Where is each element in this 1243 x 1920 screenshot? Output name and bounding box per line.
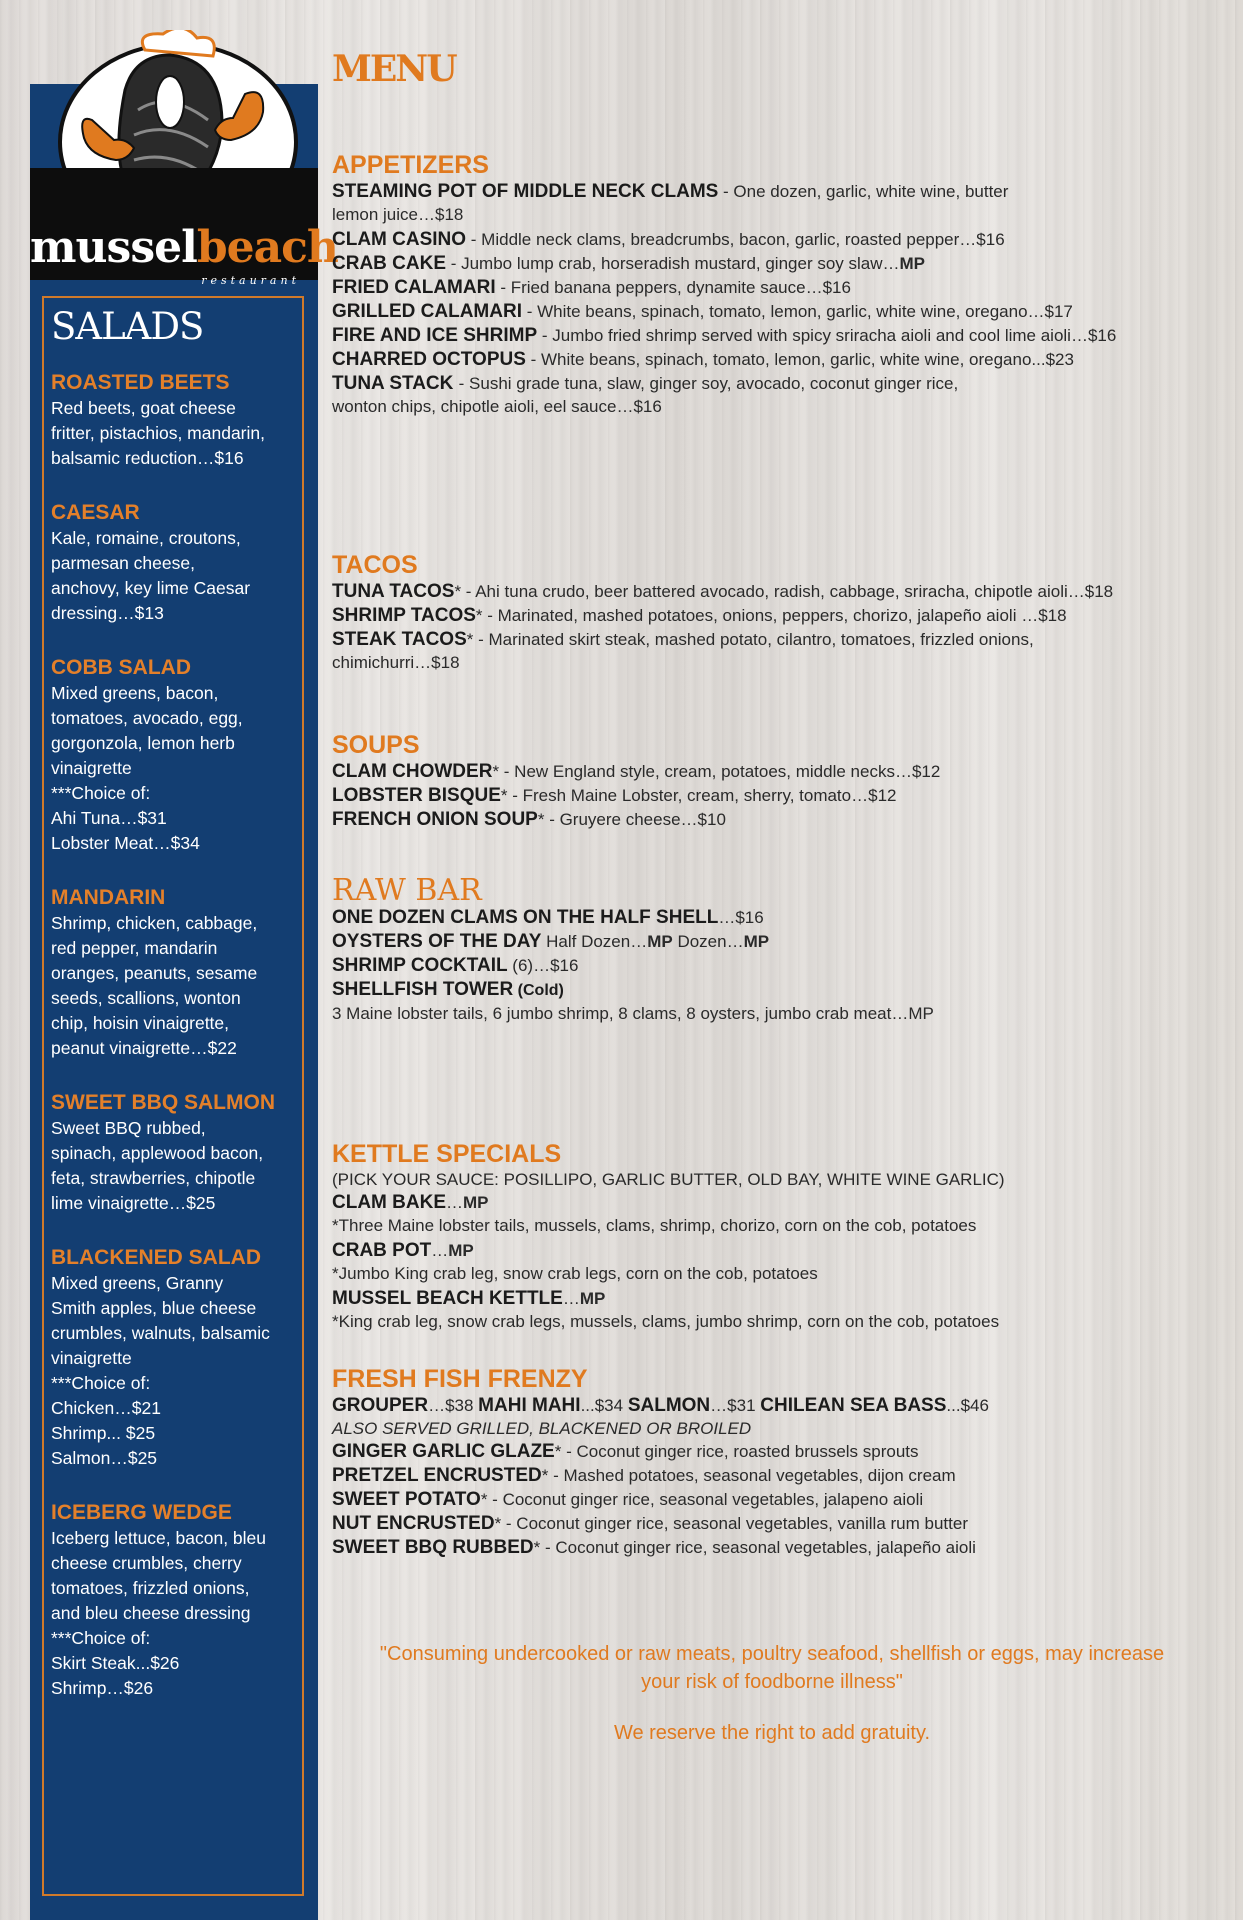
fish-price: …$38 — [428, 1396, 479, 1415]
menu-item-continuation — [332, 396, 1232, 418]
soups-title: SOUPS — [332, 731, 420, 759]
salad-description-line: crumbles, walnuts, balsamic — [51, 1323, 270, 1343]
raw-bar-section — [332, 873, 1232, 1027]
fish-price: ...$46 — [946, 1396, 989, 1415]
menu-item — [332, 978, 1232, 1003]
salad-description-line: Lobster Meat…$34 — [51, 833, 200, 853]
menu-item-description: - One dozen, garlic, white wine, butter — [718, 182, 1009, 201]
raw-bar-list — [332, 906, 1232, 1025]
fish-price: …$31 — [710, 1396, 761, 1415]
kettle-sauce-choice: (PICK YOUR SAUCE: POSILLIPO, GARLIC BUTTER, OLD BAY, WHITE WINE GARLIC) — [332, 1170, 1005, 1189]
menu-item-price: MP — [448, 1241, 474, 1260]
menu-item-price: MP — [743, 932, 770, 951]
menu-item-continuation — [332, 1311, 1232, 1333]
menu-item-description: (6)…$16 — [507, 956, 579, 975]
menu-item-continuation — [332, 1215, 1232, 1237]
menu-item-description: * - Coconut ginger rice, roasted brussels sprouts — [554, 1442, 919, 1461]
menu-item-description: *King crab leg, snow crab legs, mussels, clams, jumbo shrimp, corn on the cob, potatoes — [332, 1312, 1000, 1331]
menu-item-name: CRAB POT — [332, 1240, 432, 1261]
disclaimer-line-2: your risk of foodborne illness" — [641, 1671, 903, 1693]
menu-item — [332, 808, 1232, 832]
menu-item-description: - Middle neck clams, breadcrumbs, bacon, garlic, roasted pepper…$16 — [466, 230, 1005, 249]
menu-item-name: FIRE AND ICE SHRIMP — [332, 325, 538, 346]
tacos-section — [332, 550, 1232, 676]
menu-item-name: OYSTERS OF THE DAY — [332, 931, 542, 952]
menu-item-description: - White beans, spinach, tomato, lemon, garlic, white wine, oregano...$23 — [525, 350, 1074, 369]
fish-preparation-note: ALSO SERVED GRILLED, BLACKENED OR BROILED — [332, 1419, 752, 1438]
menu-item-name: STEAMING POT OF MIDDLE NECK CLAMS — [332, 181, 719, 202]
menu-item — [332, 1440, 1232, 1464]
menu-item-description: Dozen… — [672, 932, 744, 951]
menu-item-description: * - Ahi tuna crudo, beer battered avocado, radish, cabbage, sriracha, chipotle aioli…$18 — [454, 582, 1114, 601]
menu-item-description: * - Coconut ginger rice, seasonal vegetables, jalapeno aioli — [480, 1490, 924, 1509]
salad-description-line: Shrimp... $25 — [51, 1423, 156, 1443]
soups-section — [332, 730, 1232, 832]
menu-item — [332, 372, 1232, 396]
salad-description-line: gorgonzola, lemon herb — [51, 733, 235, 753]
menu-item — [332, 228, 1232, 252]
salad-description-line: vinaigrette — [51, 1348, 132, 1368]
menu-item-description: * - Coconut ginger rice, seasonal vegetables, vanilla rum butter — [494, 1514, 968, 1533]
menu-item-description: … — [446, 1193, 463, 1212]
salads-list — [51, 370, 297, 1701]
menu-item — [332, 180, 1232, 204]
logo-word-beach: beach — [196, 222, 338, 273]
menu-item-name: PRETZEL ENCRUSTED — [332, 1465, 542, 1486]
menu-item-name: MUSSEL BEACH KETTLE — [332, 1288, 563, 1309]
fish-price-line — [332, 1394, 1232, 1418]
salad-item — [51, 370, 297, 471]
menu-item — [332, 324, 1232, 348]
salad-item — [51, 655, 297, 856]
menu-item-name: FRIED CALAMARI — [332, 277, 496, 298]
menu-item — [332, 1287, 1232, 1311]
logo-wordmark — [30, 222, 338, 273]
salad-description-line: peanut vinaigrette…$22 — [51, 1038, 237, 1058]
logo-subtitle: restaurant — [201, 274, 300, 287]
menu-item-description: … — [431, 1241, 449, 1260]
menu-item-continuation — [332, 652, 1232, 674]
menu-title: MENU — [332, 48, 456, 90]
menu-item-name: STEAK TACOS — [332, 629, 467, 650]
salad-description-line: Ahi Tuna…$31 — [51, 808, 167, 828]
menu-item-name: CRAB CAKE — [332, 253, 446, 274]
menu-item-description: * - Coconut ginger rice, seasonal vegetables, jalapeño aioli — [533, 1538, 976, 1557]
menu-item-name: LOBSTER BISQUE — [332, 785, 501, 806]
menu-item — [332, 276, 1232, 300]
salad-item — [51, 1090, 297, 1216]
menu-item-description: … — [562, 1289, 580, 1308]
salad-name: ICEBERG WEDGE — [51, 1501, 232, 1524]
menu-item-description: - Jumbo fried shrimp served with spicy sriracha aioli and cool lime aioli…$16 — [537, 326, 1117, 345]
raw-bar-title: RAW BAR — [332, 873, 482, 908]
salad-description-line: cheese crumbles, cherry — [51, 1553, 242, 1573]
menu-item-continuation — [332, 1263, 1232, 1285]
menu-item-name: CHARRED OCTOPUS — [332, 349, 526, 370]
salad-description-line: tomatoes, frizzled onions, — [51, 1578, 250, 1598]
salad-description-line: fritter, pistachios, mandarin, — [51, 423, 265, 443]
menu-item-description: - White beans, spinach, tomato, lemon, garlic, white wine, oregano…$17 — [521, 302, 1073, 321]
menu-item — [332, 760, 1232, 784]
salad-name: ROASTED BEETS — [51, 371, 230, 394]
salad-description-line: lime vinaigrette…$25 — [51, 1193, 216, 1213]
salad-description-line: spinach, applewood bacon, — [51, 1143, 264, 1163]
salad-description-line: and bleu cheese dressing — [51, 1603, 251, 1623]
menu-item — [332, 784, 1232, 808]
salad-description-line: balsamic reduction…$16 — [51, 448, 244, 468]
fish-name: GROUPER — [332, 1395, 429, 1416]
kettle-title: KETTLE SPECIALS — [332, 1140, 562, 1168]
appetizers-title: APPETIZERS — [332, 151, 489, 179]
salad-description-line: Kale, romaine, croutons, — [51, 528, 241, 548]
menu-item — [332, 348, 1232, 372]
fish-name: CHILEAN SEA BASS — [760, 1395, 947, 1416]
menu-item-price: MP — [899, 254, 926, 273]
soups-list — [332, 760, 1232, 832]
menu-item-name: NUT ENCRUSTED — [332, 1513, 495, 1534]
salad-item — [51, 1245, 297, 1471]
menu-item-price: MP — [908, 1004, 934, 1023]
menu-item-description: - Jumbo lump crab, horseradish mustard, ginger soy slaw… — [446, 254, 900, 273]
salad-description-line: Red beets, goat cheese — [51, 398, 236, 418]
menu-item-name: SWEET BBQ RUBBED — [332, 1537, 534, 1558]
salad-name: COBB SALAD — [51, 656, 191, 679]
disclaimer-line-1: "Consuming undercooked or raw meats, poultry seafood, shellfish or eggs, may increase — [379, 1643, 1165, 1665]
menu-item — [332, 930, 1232, 954]
menu-item — [332, 1488, 1232, 1512]
salad-description-line: oranges, peanuts, sesame — [51, 963, 258, 983]
salad-name: SWEET BBQ SALMON — [51, 1091, 275, 1114]
menu-item-description: * - Fresh Maine Lobster, cream, sherry, tomato…$12 — [500, 786, 897, 805]
menu-item-name: TUNA TACOS — [332, 581, 455, 602]
tacos-title: TACOS — [332, 551, 418, 579]
menu-item-continuation — [332, 204, 1232, 226]
fish-name: SALMON — [627, 1395, 711, 1416]
appetizers-section — [332, 150, 1232, 420]
salad-description-line: chip, hoisin vinaigrette, — [51, 1013, 230, 1033]
fish-name: MAHI MAHI — [478, 1395, 581, 1416]
salads-section — [51, 305, 297, 1730]
menu-item-description: * - Marinated skirt steak, mashed potato, cilantro, tomatoes, frizzled onions, — [466, 630, 1034, 649]
menu-item — [332, 954, 1232, 978]
menu-item — [332, 1512, 1232, 1536]
salad-description-line: feta, strawberries, chipotle — [51, 1168, 256, 1188]
salad-description-line: Smith apples, blue cheese — [51, 1298, 257, 1318]
salad-description-line: ***Choice of: — [51, 1373, 151, 1393]
food-safety-disclaimer — [332, 1640, 1212, 1696]
menu-item-description: - Sushi grade tuna, slaw, ginger soy, avocado, coconut ginger rice, — [458, 374, 959, 393]
salad-description-line: Sweet BBQ rubbed, — [51, 1118, 206, 1138]
menu-item-description: * - Marinated, mashed potatoes, onions, peppers, chorizo, jalapeño aioli …$18 — [475, 606, 1067, 625]
salad-description-line: Skirt Steak...$26 — [51, 1653, 180, 1673]
menu-item-description: …$16 — [718, 908, 764, 927]
menu-item-name: SHRIMP TACOS — [332, 605, 476, 626]
fish-price: ...$34 — [580, 1396, 628, 1415]
menu-item-description: wonton chips, chipotle aioli, eel sauce…$16 — [332, 397, 662, 416]
fresh-fish-title: FRESH FISH FRENZY — [332, 1365, 588, 1393]
menu-item — [332, 628, 1232, 652]
salad-description-line: Mixed greens, Granny — [51, 1273, 224, 1293]
menu-item-description: * - Mashed potatoes, seasonal vegetables, dijon cream — [541, 1466, 956, 1485]
menu-item-name: SWEET POTATO — [332, 1489, 481, 1510]
menu-item-name: GRILLED CALAMARI — [332, 301, 522, 322]
appetizers-list — [332, 180, 1232, 418]
menu-item-name: CLAM BAKE — [332, 1192, 446, 1213]
menu-item — [332, 1464, 1232, 1488]
salad-description-line: dressing…$13 — [51, 603, 164, 623]
menu-item-name: CLAM CASINO — [332, 229, 467, 250]
menu-item-description: *Three Maine lobster tails, mussels, clams, shrimp, chorizo, corn on the cob, potatoes — [332, 1216, 977, 1235]
menu-item — [332, 906, 1232, 930]
menu-item-name: SHRIMP COCKTAIL — [332, 955, 508, 976]
menu-item-name: SHELLFISH TOWER — [332, 979, 514, 1000]
salads-title: SALADS — [51, 305, 204, 348]
fish-list — [332, 1440, 1232, 1560]
salad-description-line: Chicken…$21 — [51, 1398, 161, 1418]
menu-item-name: TUNA STACK — [332, 373, 459, 394]
gratuity-note: We reserve the right to add gratuity. — [613, 1722, 931, 1744]
menu-item-price: MP — [579, 1289, 606, 1308]
menu-item-description: - Fried banana peppers, dynamite sauce…$16 — [495, 278, 851, 297]
kettle-list — [332, 1191, 1232, 1333]
menu-item-description: *Jumbo King crab leg, snow crab legs, corn on the cob, potatoes — [332, 1264, 818, 1283]
salad-name: BLACKENED SALAD — [51, 1246, 261, 1269]
salad-item — [51, 885, 297, 1061]
kettle-section — [332, 1139, 1232, 1335]
menu-item-note: (Cold) — [513, 982, 564, 999]
salad-description-line: vinaigrette — [51, 758, 132, 778]
salad-item — [51, 1500, 297, 1701]
menu-item — [332, 300, 1232, 324]
salad-description-line: parmesan cheese, — [51, 553, 195, 573]
menu-item — [332, 252, 1232, 276]
menu-item-continuation — [332, 1003, 1232, 1025]
menu-item-name: GINGER GARLIC GLAZE — [332, 1441, 555, 1462]
menu-item-price: MP — [647, 932, 673, 951]
fresh-fish-section — [332, 1364, 1232, 1560]
menu-item-description: * - Gruyere cheese…$10 — [537, 810, 726, 829]
salad-description-line: Salmon…$25 — [51, 1448, 158, 1468]
salad-description-line: Mixed greens, bacon, — [51, 683, 219, 703]
menu-item-description: Half Dozen… — [541, 932, 648, 951]
salad-description-line: ***Choice of: — [51, 783, 151, 803]
salad-name: CAESAR — [51, 501, 140, 524]
menu-item-name: CLAM CHOWDER — [332, 761, 493, 782]
salad-description-line: anchovy, key lime Caesar — [51, 578, 251, 598]
menu-item-description: 3 Maine lobster tails, 6 jumbo shrimp, 8 clams, 8 oysters, jumbo crab meat… — [332, 1004, 909, 1023]
salad-description-line: ***Choice of: — [51, 1628, 151, 1648]
menu-item-description: * - New England style, cream, potatoes, middle necks…$12 — [492, 762, 941, 781]
menu-item-price: MP — [463, 1193, 489, 1212]
tacos-list — [332, 580, 1232, 674]
menu-item — [332, 1239, 1232, 1263]
menu-item — [332, 604, 1232, 628]
salad-description-line: Shrimp…$26 — [51, 1678, 154, 1698]
logo-word-mussel: mussel — [30, 222, 197, 273]
salad-description-line: Iceberg lettuce, bacon, bleu — [51, 1528, 267, 1548]
salad-name: MANDARIN — [51, 886, 166, 909]
menu-item-description: chimichurri…$18 — [332, 653, 460, 672]
menu-item — [332, 1536, 1232, 1560]
menu-item — [332, 580, 1232, 604]
salad-description-line: red pepper, mandarin — [51, 938, 218, 958]
salad-description-line: seeds, scallions, wonton — [51, 988, 241, 1008]
salad-description-line: tomatoes, avocado, egg, — [51, 708, 243, 728]
salad-item — [51, 500, 297, 626]
salad-description-line: Shrimp, chicken, cabbage, — [51, 913, 258, 933]
menu-item — [332, 1191, 1232, 1215]
menu-item-name: FRENCH ONION SOUP — [332, 809, 538, 830]
menu-item-description: lemon juice…$18 — [332, 205, 464, 224]
menu-item-name: ONE DOZEN CLAMS ON THE HALF SHELL — [332, 907, 719, 928]
